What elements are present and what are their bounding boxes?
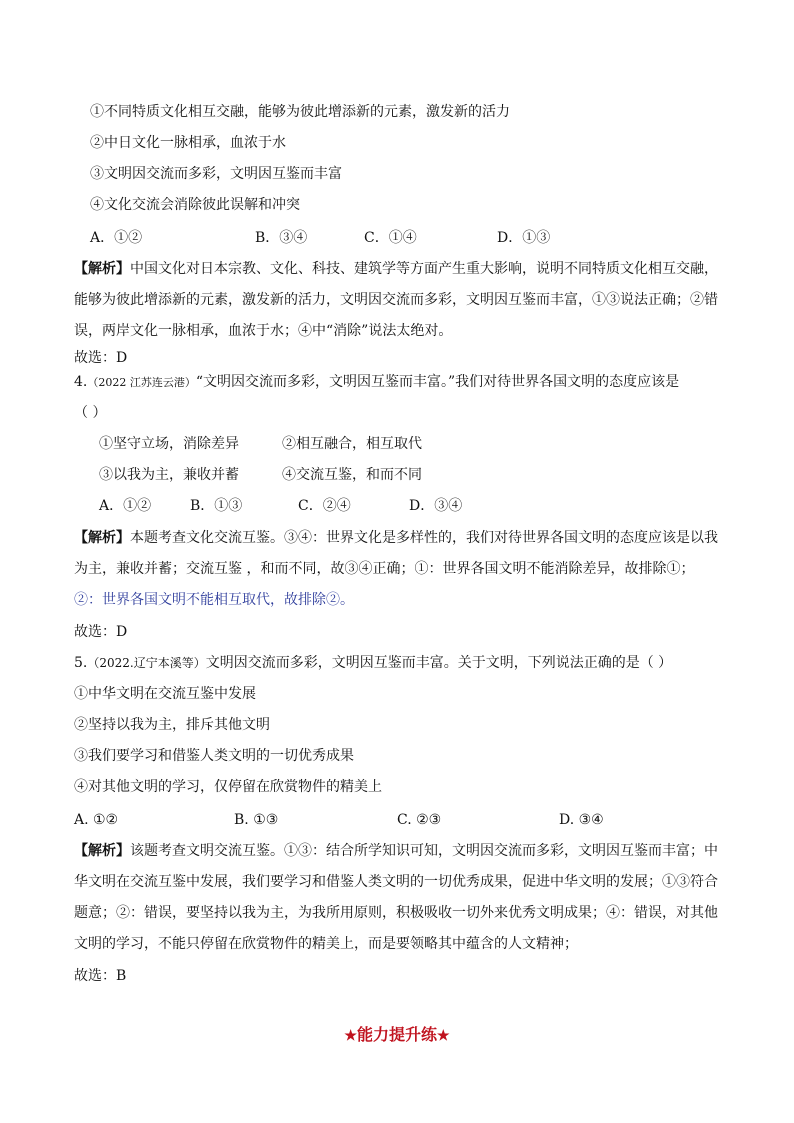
q5-item-1: ①中华文明在交流互鉴中发展 [74, 686, 256, 702]
q5-analysis-line-2: 华文明在交流互鉴中发展，我们要学习和借鉴人类文明的一切优秀成果，促进中华文明的发展；①③符合 [74, 874, 718, 890]
q3-option-d: D．①③ [497, 230, 551, 246]
q4-analysis-line-2: 为主，兼收并蓄；交流互鉴 ，和而不同，故③④正确；①：世界各国文明不能消除差异，故排除①； [74, 561, 695, 577]
q5-stem [74, 653, 672, 673]
q4-analysis [74, 523, 724, 616]
q5-item-3: ③我们要学习和借鉴人类文明的一切优秀成果 [74, 748, 354, 764]
star-icon-right: ★ [437, 1028, 450, 1044]
q5-answer: 故选：B [74, 968, 127, 984]
q4-item-4: ④交流互鉴，和而不同 [282, 467, 422, 483]
q4-analysis-line-1: 本题考查文化交流互鉴。③④：世界文化是多样性的，我们对待世界各国文明的态度应该是以我 [130, 530, 718, 546]
q4-answer: 故选：D [74, 624, 128, 640]
q3-item-2: ②中日文化一脉相承，血浓于水 [90, 135, 286, 151]
q3-analysis-line-1: 中国文化对日本宗教、文化、科技、建筑学等方面产生重大影响，说明不同特质文化相互交融， [130, 261, 718, 277]
q4-option-a: A．①② [99, 498, 152, 514]
q5-analysis-tag: 【解析】 [74, 843, 130, 859]
q3-option-c: C．①④ [364, 230, 417, 246]
q4-option-c: C．②④ [298, 498, 351, 514]
q3-option-b: B．③④ [255, 230, 308, 246]
q4-source: （2022 江苏连云港） [87, 376, 196, 389]
q4-option-d: D．③④ [409, 498, 463, 514]
q4-item-3: ③以我为主，兼收并蓄 [99, 467, 239, 483]
q5-item-2: ②坚持以我为主，排斥其他文明 [74, 717, 270, 733]
q5-option-c: C. ②③ [397, 812, 442, 828]
q5-stem-text: 文明因交流而多彩，文明因互鉴而丰富。关于文明，下列说法正确的是（ ） [205, 655, 673, 671]
q3-item-1: ①不同特质文化相互交融，能够为彼此增添新的元素，激发新的活力 [90, 104, 510, 120]
q3-item-3: ③文明因交流而多彩，文明因互鉴而丰富 [90, 166, 342, 182]
q5-option-b: B. ①③ [234, 812, 279, 828]
q4-stem [74, 372, 679, 393]
q4-stem-text: “文明因交流而多彩，文明因互鉴而丰富。”我们对待世界各国文明的态度应该是 [195, 374, 680, 390]
q3-option-a: A．①② [90, 230, 143, 246]
q3-analysis-tag: 【解析】 [74, 261, 130, 277]
star-icon-left: ★ [344, 1028, 357, 1044]
q3-answer: 故选：D [74, 350, 128, 366]
q5-analysis [74, 836, 724, 960]
q3-analysis-line-3: 误，两岸文化一脉相承，血浓于水；④中“消除”说法太绝对。 [74, 323, 453, 339]
q5-option-d: D. ③④ [559, 812, 604, 828]
q3-analysis [74, 254, 724, 347]
q5-number: 5. [74, 655, 88, 671]
section-title [0, 1024, 794, 1047]
q4-number: 4. [74, 374, 88, 390]
q4-option-b: B．①③ [190, 498, 243, 514]
q5-analysis-line-3: 题意；②：错误，要坚持以我为主，为我所用原则，积极吸收一切外来优秀文明成果；④：错误，对其他 [74, 905, 718, 921]
q5-option-a: A. ①② [74, 812, 119, 828]
q4-item-1: ①坚守立场，消除差异 [99, 436, 239, 452]
q4-item-2: ②相互融合，相互取代 [282, 436, 422, 452]
q4-paren: （ ） [74, 405, 107, 421]
q4-analysis-line-3: ②：世界各国文明不能相互取代，故排除②。 [74, 592, 354, 608]
q5-item-4: ④对其他文明的学习，仅停留在欣赏物件的精美上 [74, 779, 382, 795]
section-title-text: 能力提升练 [356, 1025, 437, 1044]
q3-analysis-line-2: 能够为彼此增添新的元素，激发新的活力，文明因交流而多彩，文明因互鉴而丰富，①③说法正确；②错 [74, 292, 718, 308]
q5-analysis-line-1: 该题考查文明交流互鉴。①③：结合所学知识可知，文明因交流而多彩，文明因互鉴而丰富；中 [130, 843, 718, 859]
q5-analysis-line-4: 文明的学习，不能只停留在欣赏物件的精美上，而是要领略其中蕴含的人文精神； [74, 936, 578, 952]
q3-item-4: ④文化交流会消除彼此误解和冲突 [90, 197, 300, 213]
q5-source: （2022.辽宁本溪等） [87, 656, 206, 670]
q4-analysis-tag: 【解析】 [74, 530, 130, 546]
